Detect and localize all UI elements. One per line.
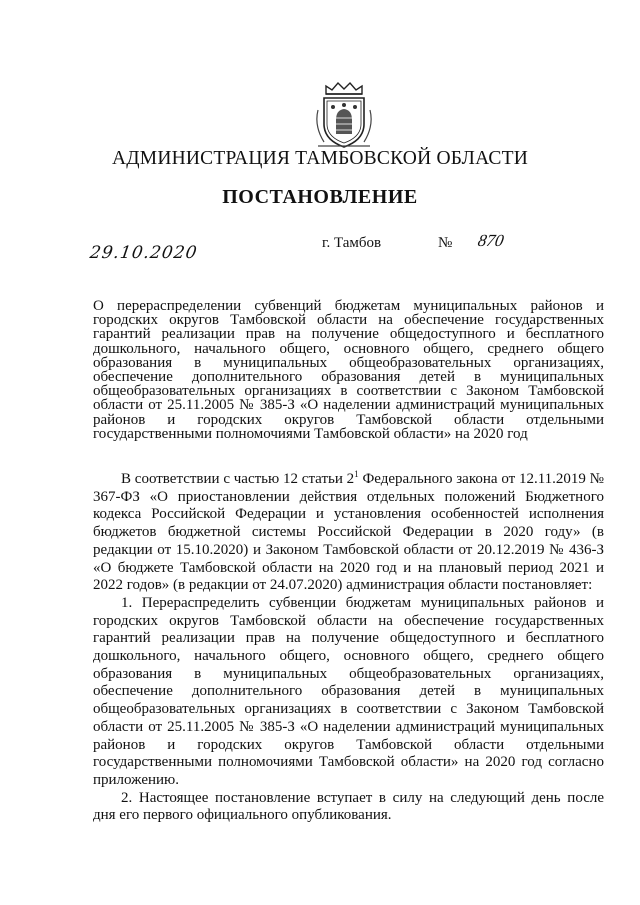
document-date: 29.10.2020: [88, 243, 199, 263]
preamble-text-b: Федерального закона от 12.11.2019 № 367-ФЗ «О приостановлении действия отдельных положений Бюджетного кодекса Российской Федерации и установления особенностей исполнения бюджетов бюджетной системы Российской Федерации в 2020 году» (в редакции от 15.10.2020) и Законом Тамбовской области от 20.12.2019 № 436-З «О бюджете Тамбовской области на 2020 год и на плановый период 2021 и 2022 годов» (в редакции от 24.07.2020) администрация области постановляет:: [93, 471, 604, 594]
organization-title: АДМИНИСТРАЦИЯ ТАМБОВСКОЙ ОБЛАСТИ: [112, 148, 528, 169]
preamble-paragraph: [93, 471, 604, 595]
document-type-title: ПОСТАНОВЛЕНИЕ: [222, 186, 418, 208]
item-2-paragraph: 2. Настоящее постановление вступает в силу на следующий день после дня его первого официального опубликования.: [93, 789, 604, 824]
tambov-coat-of-arms-emblem: [312, 80, 376, 150]
item-1-paragraph: 1. Перераспределить субвенции бюджетам муниципальных районов и городских округов Тамбовской области на обеспечение государственных гарантий реализации прав на получение общедоступного и бесплатного дошкольного, начального общего, основного общего, среднего общего образования в муниципальных общеобразовательных организациях, обеспечение дополнительного образования детей в муниципальных общеобразовательных организациях в соответствии с Законом Тамбовской области от 25.11.2005 № 385-З «О наделении администраций муниципальных районов и городских округов Тамбовской области отдельными государственными полномочиями Тамбовской области» на 2020 год согласно приложению.: [93, 594, 604, 788]
document-city: г. Тамбов: [322, 235, 382, 251]
preamble-superscript: 1: [354, 469, 359, 479]
document-subject: О перераспределении субвенций бюджетам муниципальных районов и городских округов Тамбовской области на обеспечение государственных гарантий реализации прав на получение общедоступного и бесплатного дошкольного, начального общего, основного общего, среднего общего образования в муниципальных общеобразовательных организациях, обеспечение дополнительного образования детей в муниципальных общеобразовательных организациях в соответствии с Законом Тамбовской области от 25.11.2005 № 385-З «О наделении администраций муниципальных районов и городских округов Тамбовской области отдельными государственными полномочиями Тамбовской области» на 2020 год: [93, 298, 604, 442]
number-sign: №: [438, 235, 453, 251]
document-number: 870: [476, 231, 506, 250]
document-body: [93, 471, 604, 825]
preamble-text-a: В соответствии с частью 12 статьи 2: [121, 471, 355, 487]
